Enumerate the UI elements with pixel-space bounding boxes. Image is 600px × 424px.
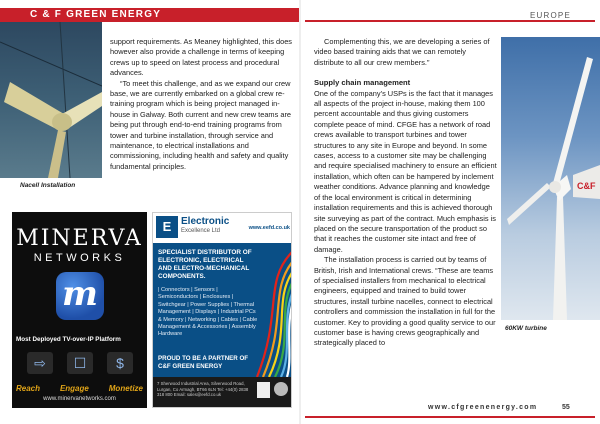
- minerva-slogan: [16, 384, 143, 393]
- ee-address: 7 Sherwood Industrial Area, Silverwood Road, Lurgan, Co Armagh, BT66 6LN Tel: +44(0) 2838 318 800 Email: sales@eefd.co.uk: [157, 381, 249, 398]
- certification-badge-icon: [257, 382, 270, 398]
- paragraph: “To meet this challenge, and as we expand our crew base, we are currently embarked on a global crew re-training program which is being project managed in-house in Galway. Both current and new crew teams are being put through end-to-end training programs from tower and turbine installation, through service and maintenance, to electrical installations and commissioning, including health and safety and quality fundamental principles.: [110, 78, 292, 171]
- nacelle-illustration: [0, 22, 102, 178]
- photo-caption: 60KW turbine: [505, 325, 547, 332]
- paragraph: Complementing this, we are developing a series of video based training aids that we can remotely distribute to all our crew members.”: [314, 37, 490, 67]
- tv-icon: ☐: [67, 352, 93, 374]
- ee-company-subname: Excellence Ltd: [181, 228, 221, 234]
- minerva-subtitle: NETWORKS: [33, 252, 126, 264]
- paragraph: support requirements. As Meaney highlighted, this does however also provide a challenge in terms of keeping crews up to speed on latest process and procedural advances.: [110, 37, 292, 78]
- nacelle-installation-photo: [0, 22, 102, 178]
- paragraph: One of the company’s USPs is the fact that it manages all aspects of the project in-house, making them 100 percent accountable and thus giving customers complete peace of mind. CFGE has a network of road crews available to transport turbines and tower structures to any site in Europe and beyond. In some cases, access to a customer site may be challenging and require specialised machinery to ensure an efficient installation, which often can be hampered by inclement weather conditions. Advance planning and knowledge of the local environment is critical in determining installation requirements and this is achieved thorough site surveying as part of the contract. Much emphasis is placed on the secure transportation of the product so that it reaches the customer site intact and free of damage.: [314, 88, 497, 254]
- ee-company-name: Electronic: [181, 216, 230, 227]
- photo-caption: Nacell Installation: [20, 182, 76, 189]
- investors-badge-icon: [274, 382, 288, 396]
- turbine-brand-label: C&F: [577, 181, 596, 191]
- electronic-excellence-advertisement[interactable]: [152, 212, 292, 408]
- slogan-word: Monetize: [108, 384, 143, 393]
- dollar-icon: $: [107, 352, 133, 374]
- ee-body: [153, 243, 292, 377]
- turbine-illustration: [501, 37, 600, 320]
- header-rule: [305, 20, 595, 22]
- page-spine: [299, 0, 301, 424]
- ee-headline: SPECIALIST DISTRIBUTOR OF ELECTRONIC, ELECTRICAL AND ELECTRO-MECHANICAL COMPONENTS.: [158, 249, 252, 280]
- turbine-photo: [501, 37, 600, 320]
- minerva-advertisement[interactable]: [12, 212, 147, 408]
- footer-url-link[interactable]: www.cfgreenenergy.com: [428, 404, 538, 411]
- section-label: EUROPE: [530, 11, 571, 20]
- ee-product-list: | Connectors | Sensors | Semiconductors | Enclosures | Switchgear | Power Supplies | Thermal Management | Displays | Industrial PCs & Memory | Networking | Cables | Cable Management & Accessories | Assembly Hardware: [158, 287, 258, 338]
- ee-logo-icon: E: [156, 216, 178, 238]
- minerva-tagline: Most Deployed TV-over-IP Platform: [16, 336, 121, 343]
- reach-arrow-icon: ⇨: [27, 352, 53, 374]
- minerva-url-link[interactable]: www.minervanetworks.com: [43, 396, 116, 402]
- section-heading: Supply chain management: [314, 78, 411, 88]
- minerva-icon-row: [20, 352, 140, 378]
- ee-partner-statement: PROUD TO BE A PARTNER OF C&F GREEN ENERGY: [158, 355, 249, 370]
- paragraph: The installation process is carried out by teams of British, Irish and International crews. “These are teams of specialised installers from mechanical to electrical engineers, equipped and trained to build tower structures, install turbine nacelles, connect to electrical controllers and commission the installation in full for the customer. Key to providing a good quality service to our customer base is having crews geographically and strategically placed to: [314, 255, 496, 348]
- ee-url-link[interactable]: www.eefd.co.uk: [248, 225, 290, 231]
- slogan-word: Reach: [16, 384, 41, 393]
- right-text-column: [314, 37, 498, 349]
- left-text-column: [110, 37, 293, 172]
- footer-rule: [305, 416, 595, 418]
- cables-illustration: [253, 251, 292, 377]
- ee-header: [153, 213, 292, 243]
- minerva-title: MINERVA: [16, 226, 143, 251]
- page-number: 55: [562, 404, 570, 411]
- slogan-word: Engage: [59, 384, 89, 393]
- ee-footer: [153, 377, 292, 408]
- minerva-logo-icon: m: [56, 272, 104, 320]
- publication-title: C & F GREEN ENERGY: [30, 9, 162, 20]
